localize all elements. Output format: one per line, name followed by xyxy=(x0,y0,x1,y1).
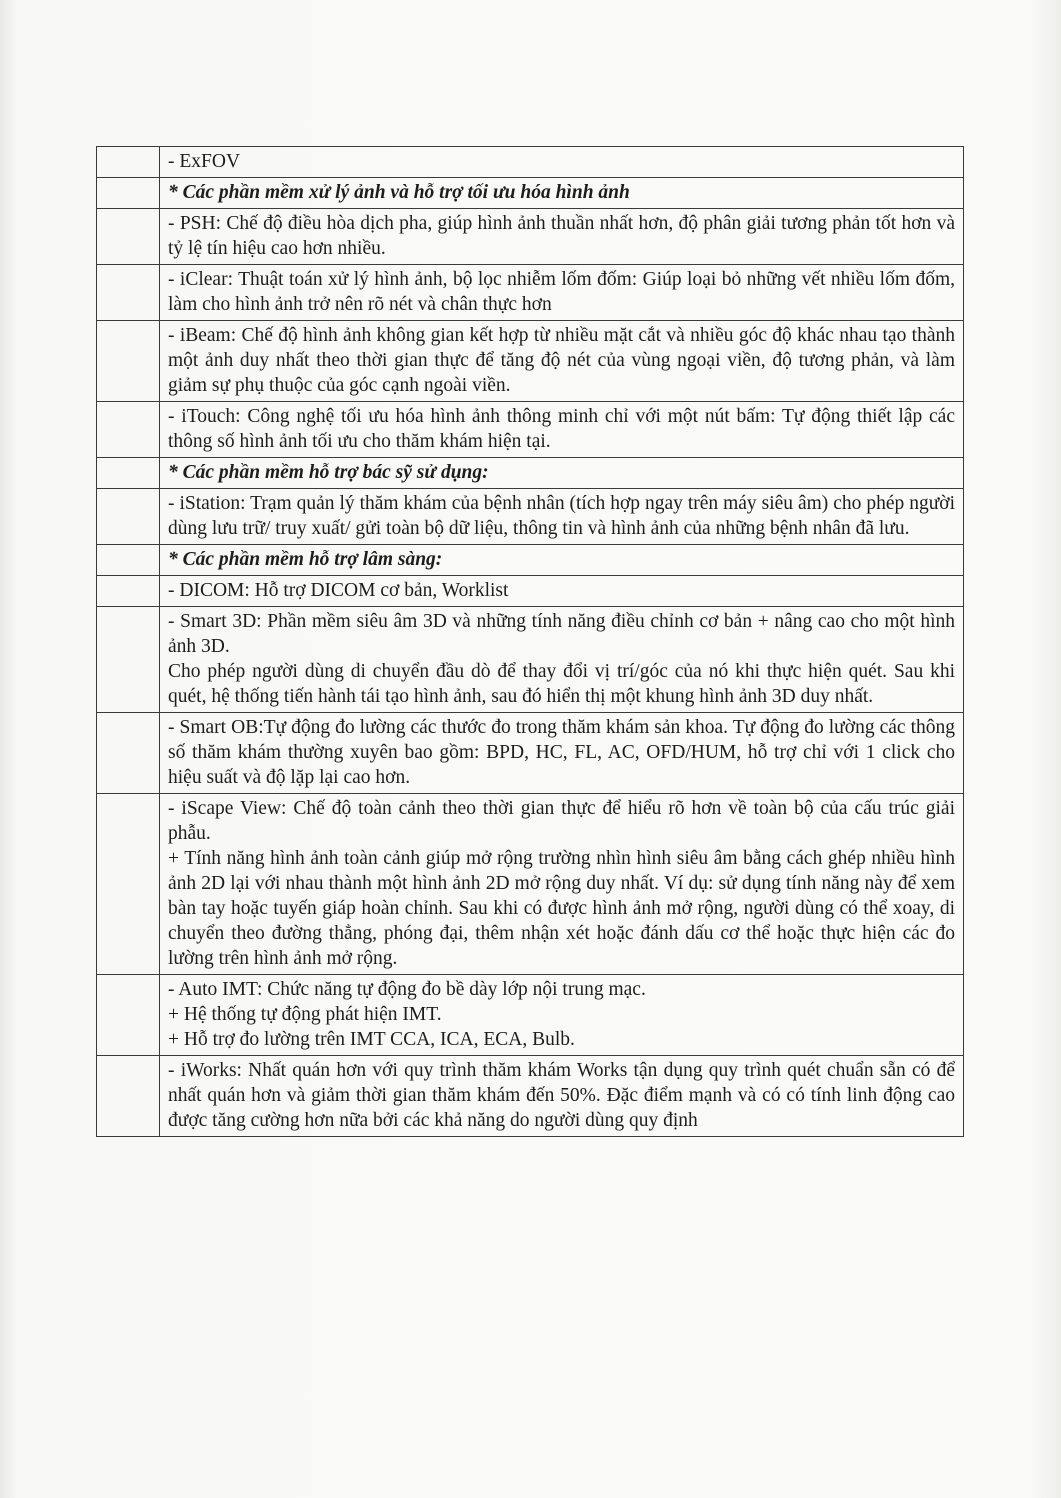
empty-index-cell xyxy=(97,402,160,458)
description-cell xyxy=(160,576,964,607)
table-row xyxy=(97,607,964,713)
description-text: - iClear: Thuật toán xử lý hình ảnh, bộ lọc nhiễm lốm đốm: Giúp loại bỏ những vết nhiều lốm đốm, làm cho hình ảnh trở nên rõ nét và chân thực hơn xyxy=(168,269,955,315)
description-text: - iBeam: Chế độ hình ảnh không gian kết hợp từ nhiều mặt cắt và nhiều góc độ khác nhau tạo thành một ảnh duy nhất theo thời gian thực để tăng độ nét của vùng ngoại viền, độ tương phản, và làm giảm sự phụ thuộc của góc cạnh ngoài viền. xyxy=(168,325,955,396)
table-row xyxy=(97,576,964,607)
description-cell xyxy=(160,209,964,265)
section-heading-row xyxy=(97,545,964,576)
description-text: - Smart 3D: Phần mềm siêu âm 3D và những tính năng điều chỉnh cơ bản + nâng cao cho một hình ảnh 3D. xyxy=(168,611,955,657)
section-heading-text: * Các phần mềm hỗ trợ bác sỹ sử dụng: xyxy=(168,462,489,483)
description-text: + Hỗ trợ đo lường trên IMT CCA, ICA, ECA, Bulb. xyxy=(168,1029,575,1050)
table-row xyxy=(97,794,964,975)
description-cell xyxy=(160,975,964,1056)
description-text: - Auto IMT: Chức năng tự động đo bề dày lớp nội trung mạc. xyxy=(168,979,646,1000)
empty-index-cell xyxy=(97,489,160,545)
description-cell xyxy=(160,713,964,794)
description-cell xyxy=(160,147,964,178)
empty-index-cell xyxy=(97,794,160,975)
empty-index-cell xyxy=(97,265,160,321)
description-text: - PSH: Chế độ điều hòa dịch pha, giúp hình ảnh thuần nhất hơn, độ phân giải tương phản tốt hơn và tỷ lệ tín hiệu cao hơn nhiều. xyxy=(168,213,955,259)
section-heading-row xyxy=(97,458,964,489)
description-text: - Smart OB:Tự động đo lường các thước đo trong thăm khám sản khoa. Tự động đo lường các thông số thăm khám thường xuyên bao gồm: BPD, HC, FL, AC, OFD/HUM, hỗ trợ chỉ với 1 click cho hiệu suất và độ lặp lại cao hơn. xyxy=(168,717,955,788)
empty-index-cell xyxy=(97,209,160,265)
section-heading-cell xyxy=(160,545,964,576)
section-heading-row xyxy=(97,178,964,209)
description-text: Cho phép người dùng di chuyển đầu dò để thay đổi vị trí/góc của nó khi thực hiện quét. Sau khi quét, hệ thống tiến hành tái tạo hình ảnh, sau đó hiển thị một khung hình ảnh 3D duy nhất. xyxy=(168,661,955,707)
description-cell xyxy=(160,265,964,321)
section-heading-text: * Các phần mềm hỗ trợ lâm sàng: xyxy=(168,549,443,570)
empty-index-cell xyxy=(97,545,160,576)
description-text: - iScape View: Chế độ toàn cảnh theo thời gian thực để hiểu rõ hơn về toàn bộ của cấu trúc giải phẫu. xyxy=(168,798,955,844)
specification-table-body xyxy=(97,147,964,1137)
description-cell xyxy=(160,1056,964,1137)
table-row xyxy=(97,147,964,178)
description-text: - ExFOV xyxy=(168,151,241,172)
description-cell xyxy=(160,607,964,713)
table-row xyxy=(97,489,964,545)
description-cell xyxy=(160,794,964,975)
description-text: + Tính năng hình ảnh toàn cảnh giúp mở rộng trường nhìn hình siêu âm bằng cách ghép nhiều hình ảnh 2D lại với nhau thành một hình ảnh 2D mở rộng duy nhất. Ví dụ: sử dụng tính năng này để xem bàn tay hoặc tuyến giáp hoàn chỉnh. Sau khi có được hình ảnh mở rộng, người dùng có thể xoay, di chuyển theo đường thẳng, phóng đại, thêm nhận xét hoặc đánh dấu cơ thể hoặc thực hiện các đo lường trên hình ảnh mở rộng. xyxy=(168,848,955,969)
empty-index-cell xyxy=(97,975,160,1056)
empty-index-cell xyxy=(97,607,160,713)
empty-index-cell xyxy=(97,321,160,402)
section-heading-cell xyxy=(160,178,964,209)
empty-index-cell xyxy=(97,1056,160,1137)
description-cell xyxy=(160,489,964,545)
description-text: + Hệ thống tự động phát hiện IMT. xyxy=(168,1004,442,1025)
empty-index-cell xyxy=(97,576,160,607)
empty-index-cell xyxy=(97,178,160,209)
description-text: - iStation: Trạm quản lý thăm khám của bệnh nhân (tích hợp ngay trên máy siêu âm) cho phép người dùng lưu trữ/ truy xuất/ gửi toàn bộ dữ liệu, thông tin và hình ảnh của những bệnh nhân đã lưu. xyxy=(168,493,955,539)
table-row xyxy=(97,265,964,321)
empty-index-cell xyxy=(97,147,160,178)
table-row xyxy=(97,1056,964,1137)
table-row xyxy=(97,713,964,794)
empty-index-cell xyxy=(97,713,160,794)
table-row xyxy=(97,321,964,402)
description-cell xyxy=(160,402,964,458)
description-cell xyxy=(160,321,964,402)
description-text: - iTouch: Công nghệ tối ưu hóa hình ảnh thông minh chỉ với một nút bấm: Tự động thiết lập các thông số hình ảnh tối ưu cho thăm khám hiện tại. xyxy=(168,406,955,452)
table-row xyxy=(97,209,964,265)
specification-table xyxy=(96,146,964,1137)
table-row xyxy=(97,975,964,1056)
description-text: - iWorks: Nhất quán hơn với quy trình thăm khám Works tận dụng quy trình quét chuẩn sẵn có để nhất quán hơn và giảm thời gian thăm khám đến 50%. Đặc điểm mạnh và có có tính linh động cao được tăng cường hơn nữa bởi các khả năng do người dùng quy định xyxy=(168,1060,955,1131)
description-text: - DICOM: Hỗ trợ DICOM cơ bản, Worklist xyxy=(168,580,509,601)
empty-index-cell xyxy=(97,458,160,489)
table-row xyxy=(97,402,964,458)
section-heading-text: * Các phần mềm xử lý ảnh và hỗ trợ tối ưu hóa hình ảnh xyxy=(168,182,630,203)
section-heading-cell xyxy=(160,458,964,489)
